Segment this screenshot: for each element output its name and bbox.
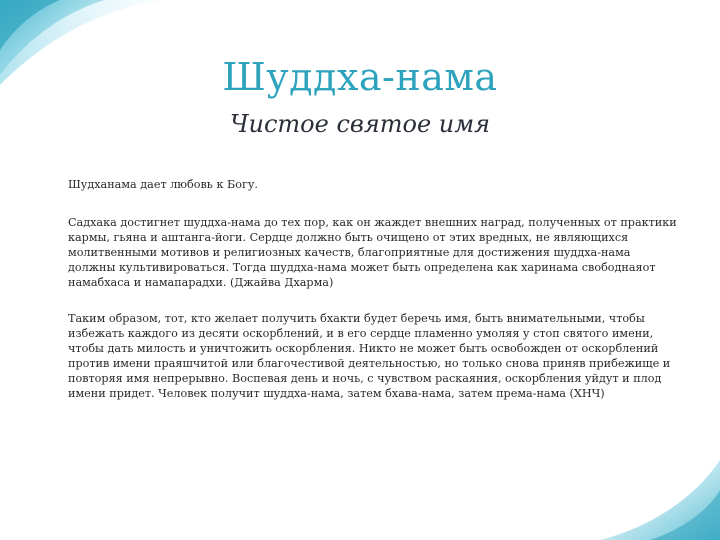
body-paragraph-2: Садхака достигнет шуддха-нама до тех пор, как он жаждет внешних наград, полученных от практики кармы, гьяна и аштанга-йоги. Сердце должно быть очищено от этих вредных, не являющихся молитвенными мотивов и религиозных качеств, благоприятные для достижения шуддха-нама должны культивироваться. Тогда шуддха-нама может быть определена как харинама свободнаяот намабхаса и намапарадхи. (Джайва Дхарма) [68, 216, 677, 289]
slide-subtitle: Чистое святое имя [229, 110, 491, 138]
decorative-corner-bottom-right [580, 450, 720, 540]
slide-title: Шуддха-нама [222, 55, 498, 99]
slide-body [68, 177, 678, 422]
body-paragraph-1: Шудханама дает любовь к Богу. [68, 178, 258, 191]
body-paragraph-3: Таким образом, тот, кто желает получить бхакти будет беречь имя, быть внимательными, чтобы избежать каждого из десяти оскорблений, и в его сердце пламенно умоляя у стоп святого имени, чтобы дать милость и уничтожить оскорбления. Никто не может быть освобожден от оскорблений против имени праяшчитой или благочестивой деятельностью, но только снова приняв прибежище и повторяя имя непрерывно. Воспевая день и ночь, с чувством раскаяния, оскорбления уйдут и плод имени придет. Человек получит шуддха-нама, затем бхава-нама, затем према-нама (ХНЧ) [68, 312, 671, 400]
